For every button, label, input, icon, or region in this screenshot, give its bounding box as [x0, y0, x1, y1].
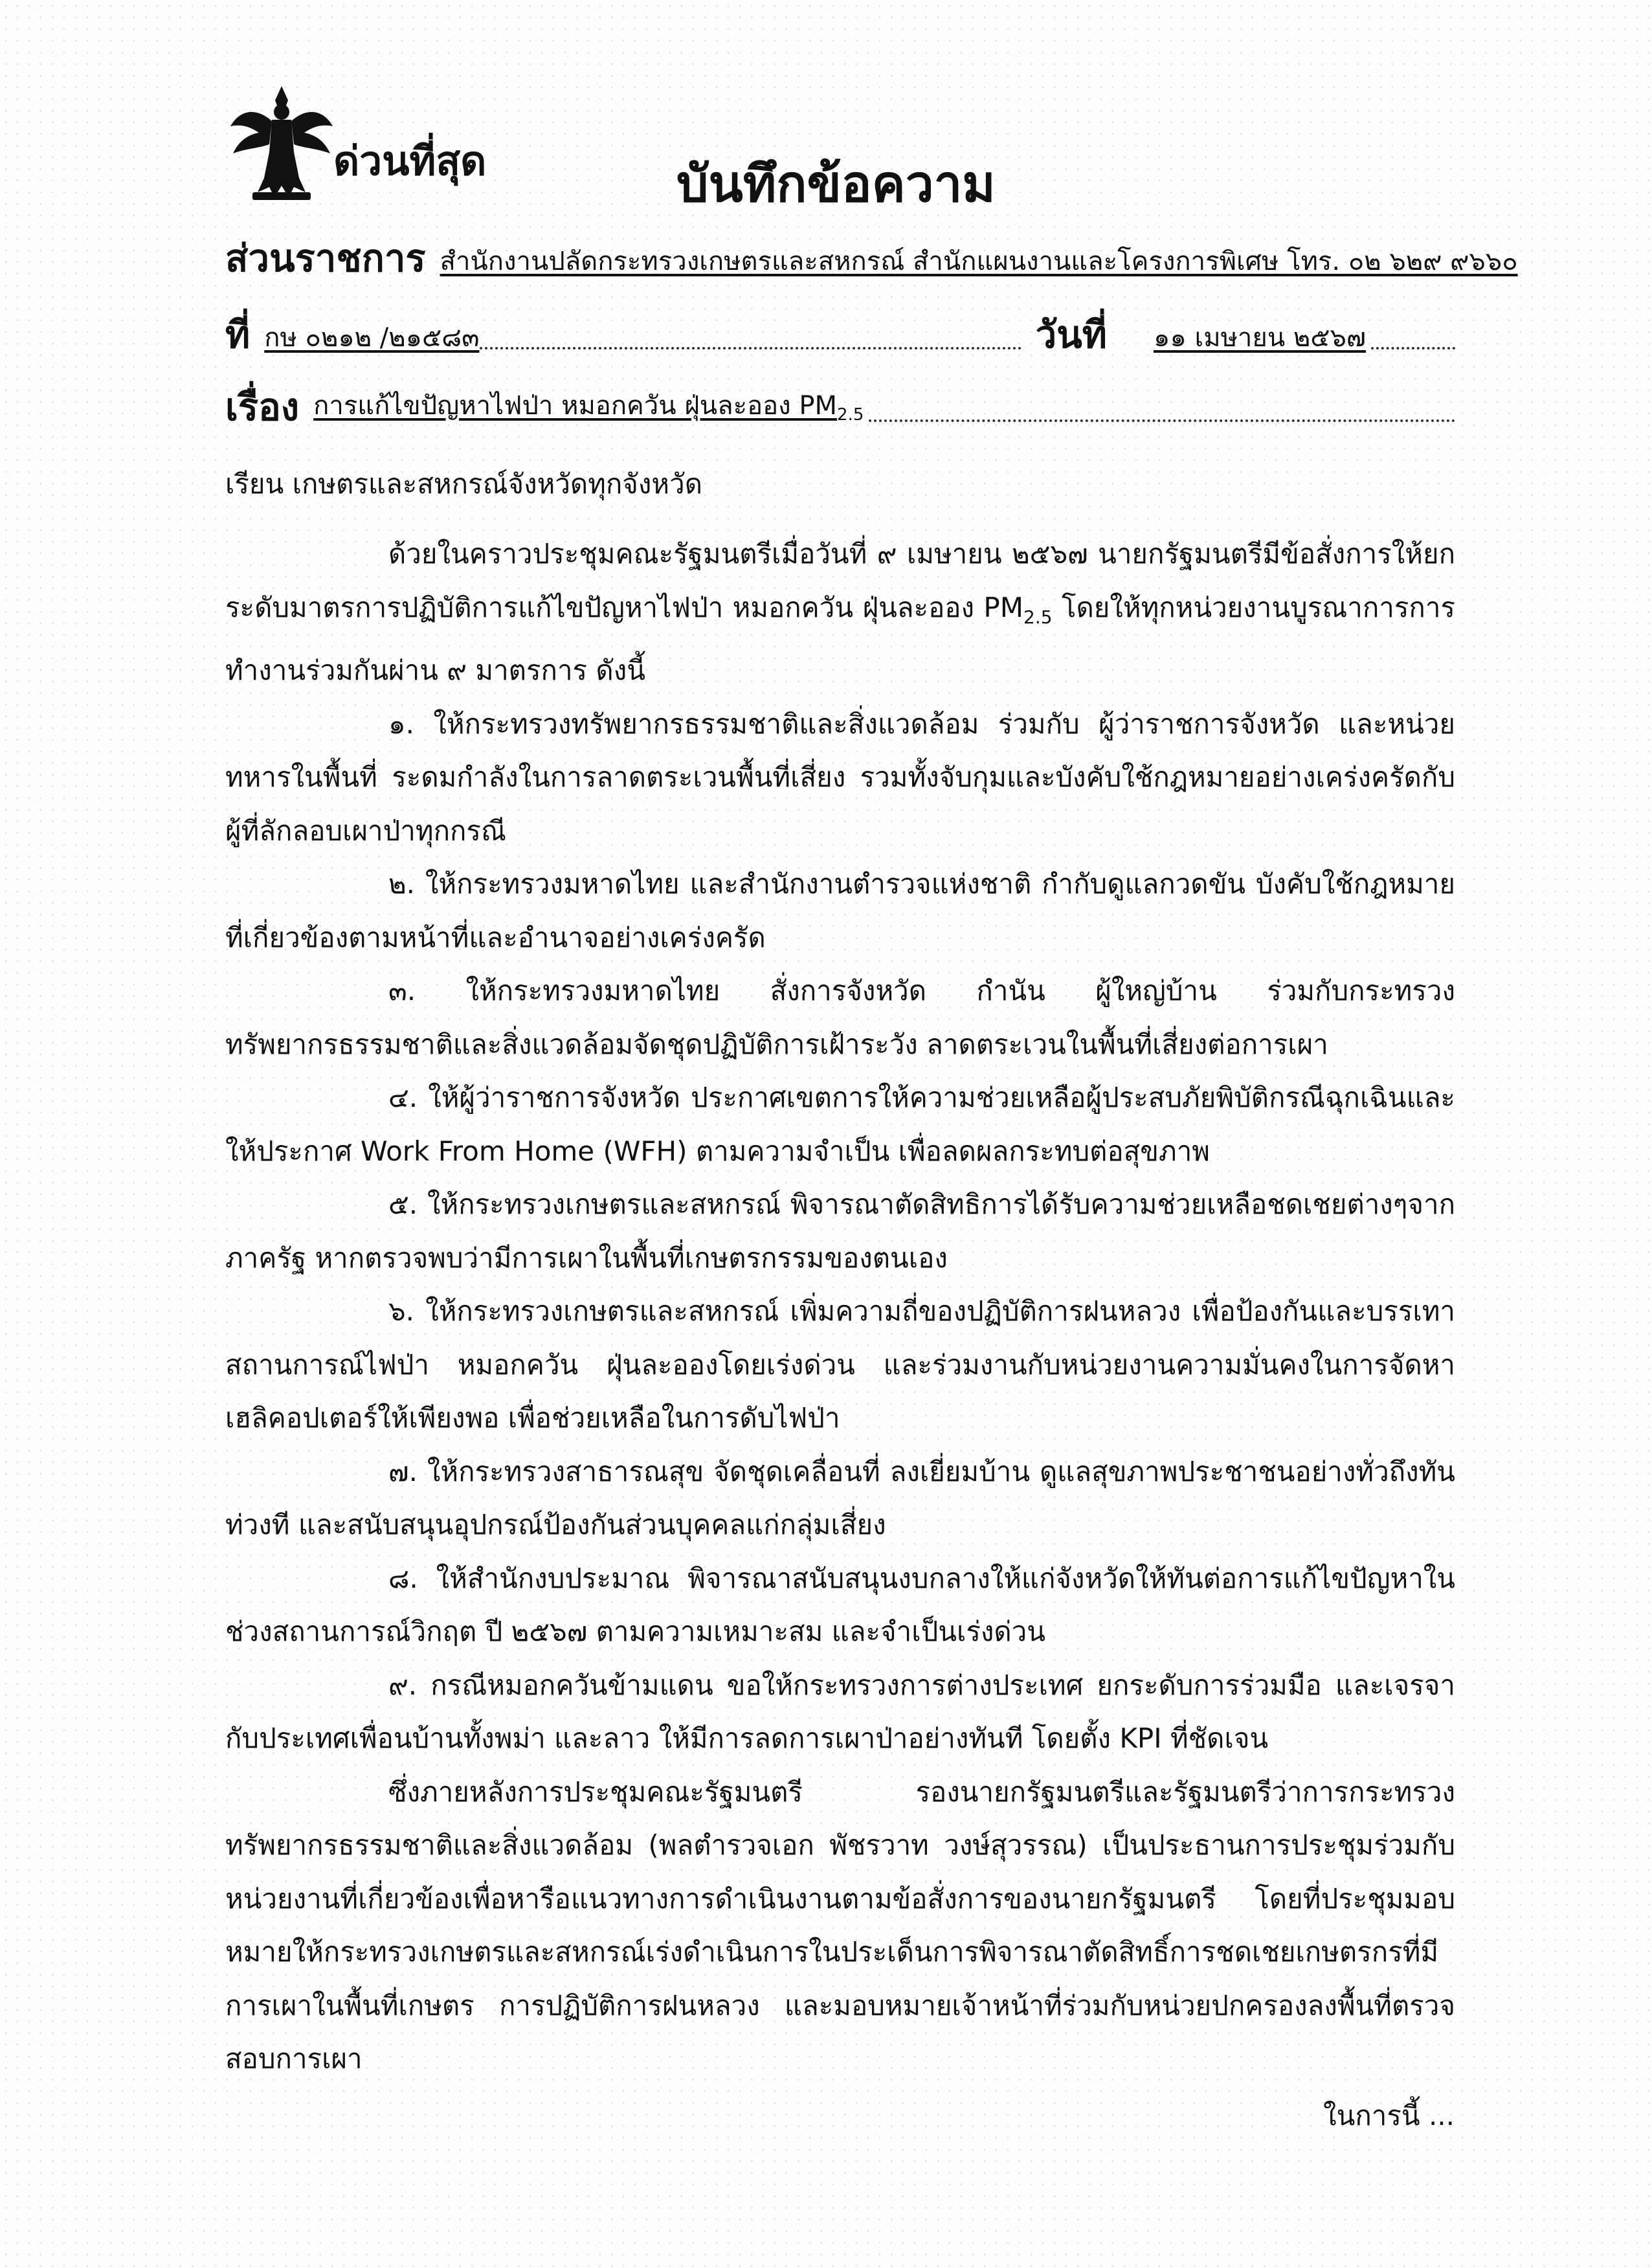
subject-dotted-line	[869, 419, 1455, 422]
garuda-emblem-icon	[227, 81, 337, 204]
subject-label: เรื่อง	[225, 385, 300, 429]
intro-text-a: ด้วยในคราวประชุมคณะรัฐมนตรีเมื่อวันที่ ๙ เมษายน ๒๕๖๗ นายกรัฐมนตรีมีข้อสั่งการให้ยกระดับมาตรการปฏิบัติการแก้ไขปัญหาไฟป่า หมอกควัน ฝุ่นละออง PM	[225, 538, 1455, 623]
measure-item-2: ๒. ให้กระทรวงมหาดไทย และสำนักงานตำรวจแห่งชาติ กำกับดูแลกวดขัน บังคับใช้กฎหมายที่เกี่ยวข้องตามหน้าที่และอำนาจอย่างเคร่งครัด	[225, 868, 1455, 953]
measure-item-7: ๗. ให้กระทรวงสาธารณสุข จัดชุดเคลื่อนที่ ลงเยี่ยมบ้าน ดูแลสุขภาพประชาชนอย่างทั่วถึงทันท่วงที และสนับสนุนอุปกรณ์ป้องกันส่วนบุคคลแก่กลุ่มเสี่ยง	[225, 1455, 1455, 1540]
date-value: ๑๑ เมษายน ๒๕๖๗	[1154, 323, 1366, 353]
intro-paragraph	[225, 528, 1455, 698]
salutation: เรียน เกษตรและสหกรณ์จังหวัดทุกจังหวัด	[225, 468, 702, 500]
ref-value: กษ ๐๒๑๒ /๒๑๕๘๓	[264, 323, 480, 353]
measure-item-3: ๓. ให้กระทรวงมหาดไทย สั่งการจังหวัด กำนัน ผู้ใหญ่บ้าน ร่วมกับกระทรวงทรัพยากรธรรมชาติและสิ่งแวดล้อมจัดชุดปฏิบัติการเฝ้าระวัง ลาดตระเวนในพื้นที่เสี่ยงต่อการเผา	[225, 975, 1455, 1060]
intro-text-b: โดยให้ทุกหน่วยงานบูรณาการการทำงานร่วมกันผ่าน ๙ มาตรการ ดังนี้	[225, 591, 1455, 686]
memo-body	[225, 528, 1455, 2086]
subject-line	[225, 385, 1455, 429]
memo-title: บันทึกข้อความ	[676, 155, 996, 214]
subject-value	[313, 393, 864, 426]
ref-date-line	[225, 313, 1455, 357]
agency-line	[225, 236, 1518, 280]
continuation-marker: ในการนี้ ...	[1323, 2100, 1455, 2131]
subject-subscript: 2.5	[837, 405, 864, 425]
subject-text: การแก้ไขปัญหาไฟป่า หมอกควัน ฝุ่นละออง PM	[313, 391, 838, 421]
measure-item-9: ๙. กรณีหมอกควันข้ามแดน ขอให้กระทรวงการต่างประเทศ ยกระดับการร่วมมือ และเจรจากับประเทศเพื่อนบ้านทั้งพม่า และลาว ให้มีการลดการเผาป่าอย่างทันที โดยตั้ง KPI ที่ชัดเจน	[225, 1669, 1455, 1754]
agency-value: สำนักงานปลัดกระทรวงเกษตรและสหกรณ์ สำนักแผนงานและโครงการพิเศษ โทร. ๐๒ ๖๒๙ ๙๖๖๐	[440, 247, 1518, 276]
intro-subscript: 2.5	[1023, 606, 1053, 628]
agency-label: ส่วนราชการ	[225, 236, 426, 280]
closing-paragraph: ซึ่งภายหลังการประชุมคณะรัฐมนตรี รองนายกรัฐมนตรีและรัฐมนตรีว่าการกระทรวงทรัพยากรธรรมชาติและสิ่งแวดล้อม (พลตำรวจเอก พัชรวาท วงษ์สุวรรณ) เป็นประธานการประชุมร่วมกับหน่วยงานที่เกี่ยวข้องเพื่อหารือแนวทางการดำเนินงานตามข้อสั่งการของนายกรัฐมนตรี โดยที่ประชุมมอบหมายให้กระทรวงเกษตรและสหกรณ์เร่งดำเนินการในประเด็นการพิจารณาตัดสิทธิ์การชดเชยเกษตรกรที่มีการเผาในพื้นที่เกษตร การปฏิบัติการฝนหลวง และมอบหมายเจ้าหน้าที่ร่วมกับหน่วยปกครองลงพื้นที่ตรวจสอบการเผา	[225, 1775, 1455, 2074]
measure-item-8: ๘. ให้สำนักงบประมาณ พิจารณาสนับสนุนงบกลางให้แก่จังหวัดให้ทันต่อการแก้ไขปัญหาในช่วงสถานการณ์วิกฤต ปี ๒๕๖๗ ตามความเหมาะสม และจำเป็นเร่งด่วน	[225, 1562, 1455, 1647]
ref-label: ที่	[225, 313, 251, 357]
measure-item-6: ๖. ให้กระทรวงเกษตรและสหกรณ์ เพิ่มความถี่ของปฏิบัติการฝนหลวง เพื่อป้องกันและบรรเทาสถานการณ์ไฟป่า หมอกควัน ฝุ่นละอองโดยเร่งด่วน และร่วมงานกับหน่วยงานความมั่นคงในการจัดหาเฮลิคอปเตอร์ให้เพียงพอ เพื่อช่วยเหลือในการดับไฟป่า	[225, 1295, 1455, 1434]
date-label: วันที่	[1035, 313, 1108, 357]
measure-item-1: ๑. ให้กระทรวงทรัพยากรธรรมชาติและสิ่งแวดล้อม ร่วมกับ ผู้ว่าราชการจังหวัด และหน่วยทหารในพื้นที่ ระดมกำลังในการลาดตระเวนพื้นที่เสี่ยง รวมทั้งจับกุมและบังคับใช้กฎหมายอย่างเคร่งครัดกับผู้ที่ลักลอบเผาป่าทุกกรณี	[225, 707, 1455, 847]
measure-item-4: ๔. ให้ผู้ว่าราชการจังหวัด ประกาศเขตการให้ความช่วยเหลือผู้ประสบภัยพิบัติกรณีฉุกเฉินและให้ประกาศ Work From Home (WFH) ตามความจำเป็น เพื่อลดผลกระทบต่อสุขภาพ	[225, 1082, 1455, 1167]
date-dotted-line	[1371, 346, 1455, 350]
ref-dotted-line	[480, 346, 1021, 350]
urgency-label: ด่วนที่สุด	[333, 137, 487, 184]
measure-item-5: ๕. ให้กระทรวงเกษตรและสหกรณ์ พิจารณาตัดสิทธิการได้รับความช่วยเหลือชดเชยต่างๆจากภาครัฐ หากตรวจพบว่ามีการเผาในพื้นที่เกษตรกรรมของตนเอง	[225, 1188, 1455, 1274]
